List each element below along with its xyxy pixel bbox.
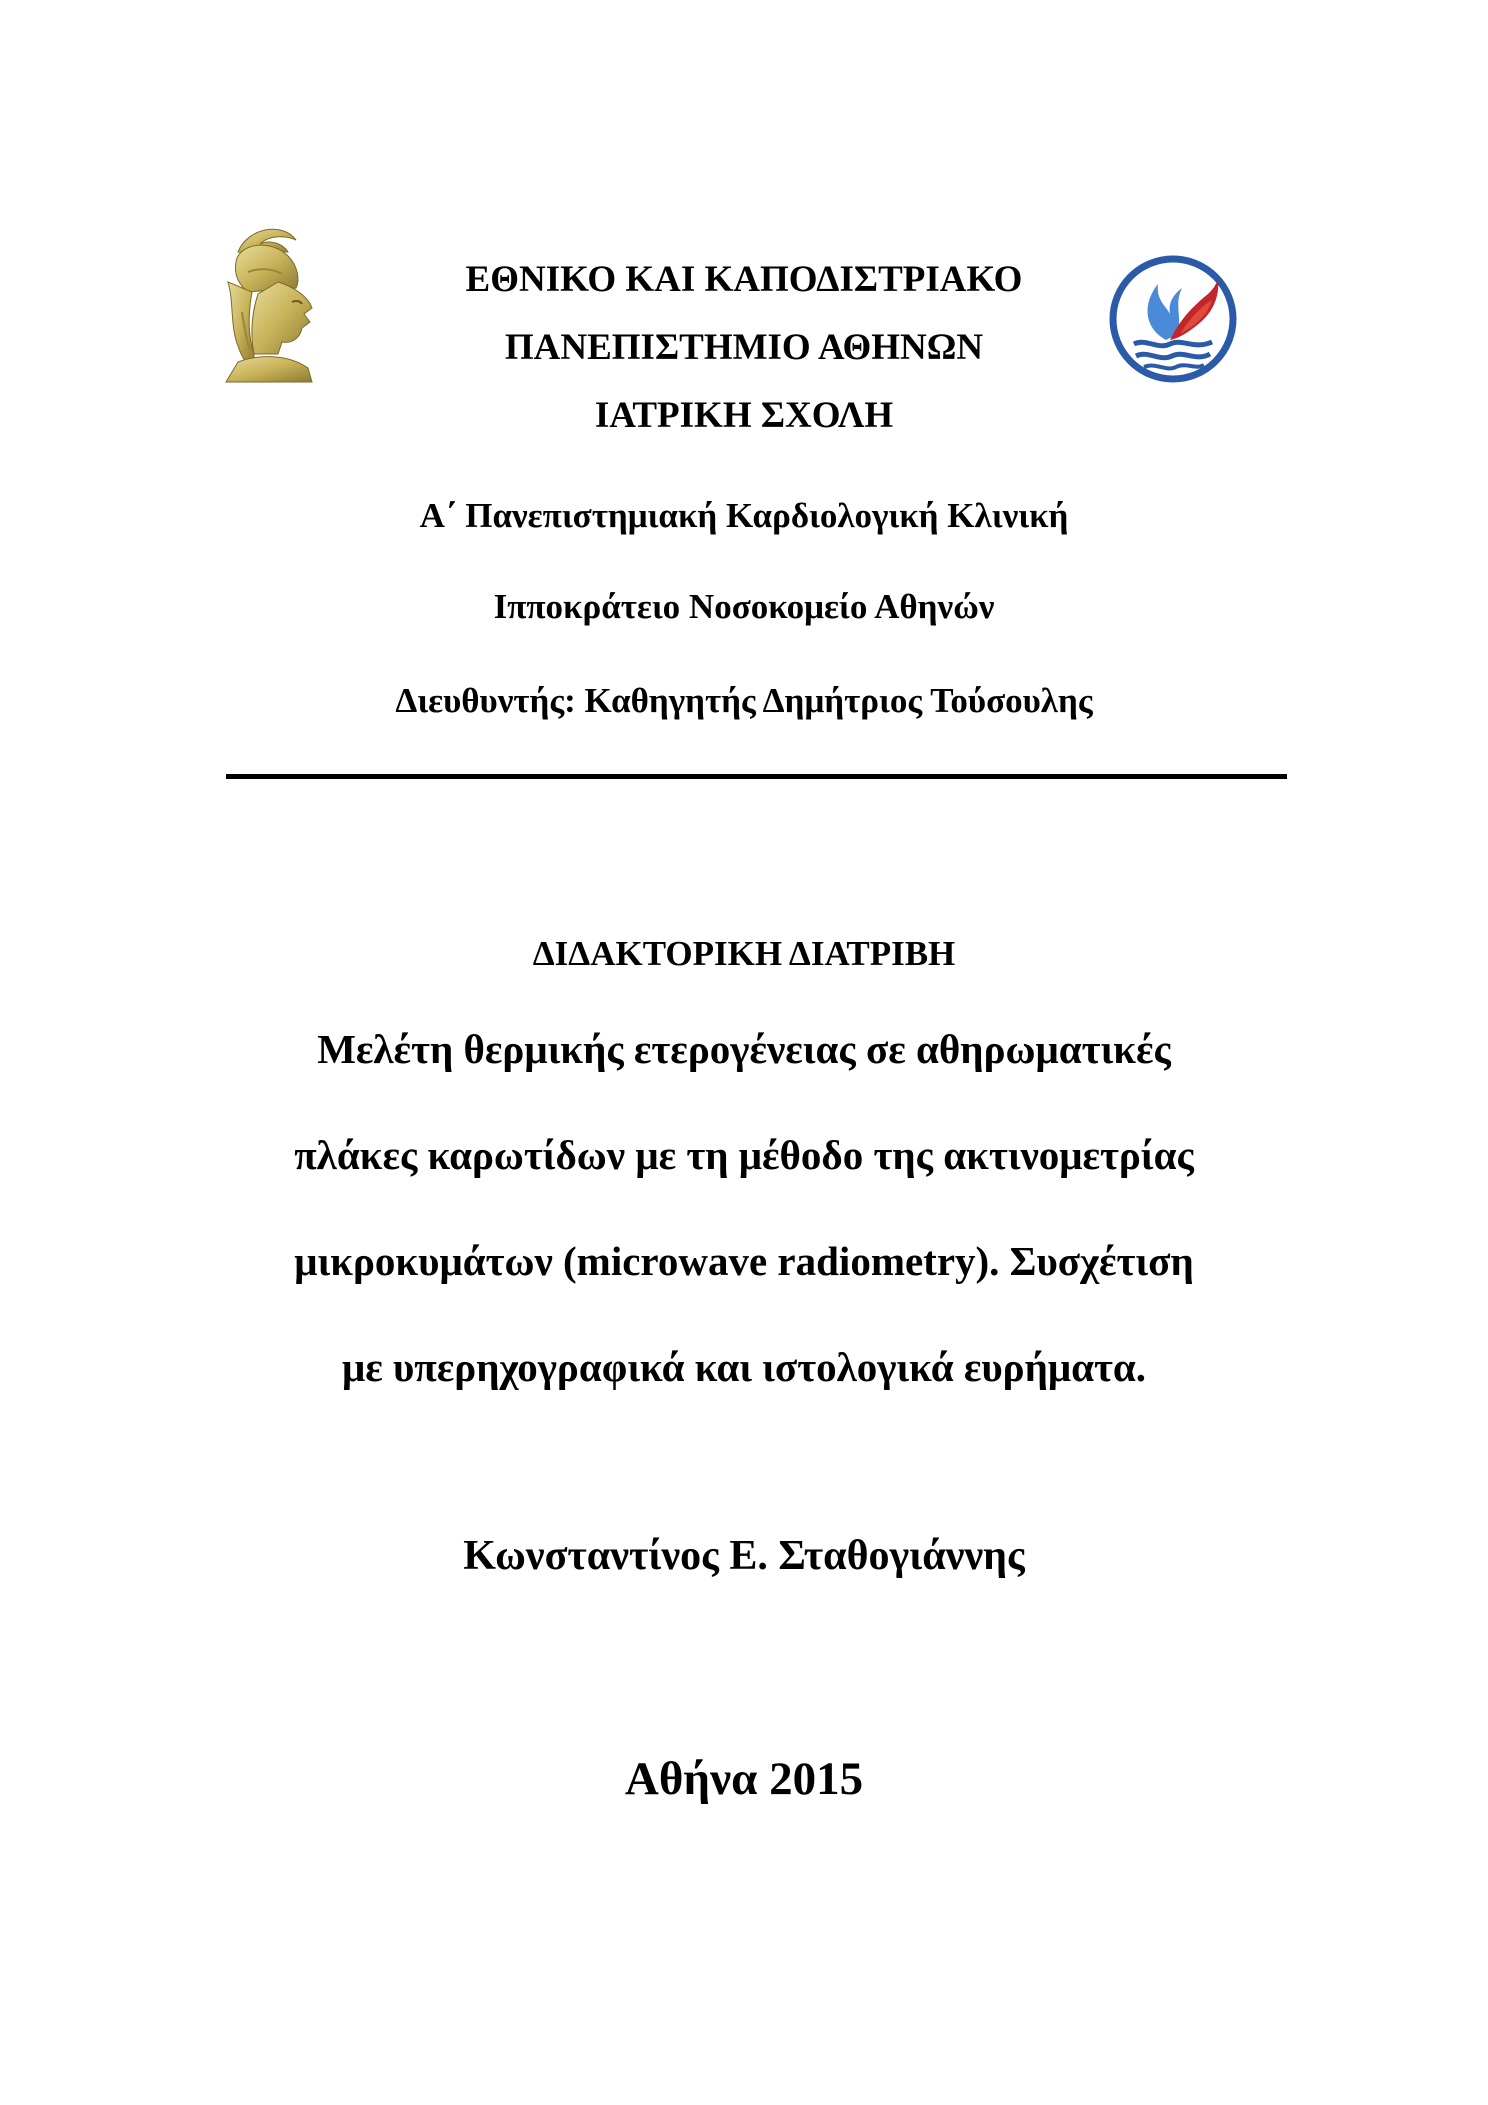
thesis-label: ΔΙΔΑΚΤΟΡΙΚΗ ΔΙΑΤΡΙΒΗ bbox=[532, 934, 956, 973]
university-name-line1: ΕΘΝΙΚΟ ΚΑΙ ΚΑΠΟΔΙΣΤΡΙΑΚΟ bbox=[465, 259, 1023, 300]
university-name-line2: ΠΑΝΕΠΙΣΤΗΜΙΟ ΑΘΗΝΩΝ bbox=[504, 327, 984, 368]
school-name: ΙΑΤΡΙΚΗ ΣΧΟΛΗ bbox=[594, 395, 894, 436]
author-name: Κωνσταντίνος Ε. Σταθογιάννης bbox=[463, 1533, 1025, 1579]
thesis-title-line4: με υπερηχογραφικά και ιστολογικά ευρήματα. bbox=[341, 1344, 1147, 1390]
place-year: Αθήνα 2015 bbox=[624, 1753, 864, 1805]
thesis-title-line2: πλάκες καρωτίδων με τη μέθοδο της ακτινομετρίας bbox=[294, 1132, 1194, 1178]
header-divider bbox=[226, 774, 1287, 779]
clinic-name: Α΄ Πανεπιστημιακή Καρδιολογική Κλινική bbox=[419, 496, 1069, 535]
director-line: Διευθυντής: Καθηγητής Δημήτριος Τούσουλης bbox=[395, 681, 1093, 720]
hospital-name: Ιπποκράτειο Νοσοκομείο Αθηνών bbox=[493, 587, 995, 626]
thesis-title-line3: μικροκυμάτων (microwave radiometry). Συσχέτιση bbox=[294, 1238, 1194, 1284]
thesis-title-line1: Μελέτη θερμικής ετερογένειας σε αθηρωματικές bbox=[317, 1026, 1171, 1072]
